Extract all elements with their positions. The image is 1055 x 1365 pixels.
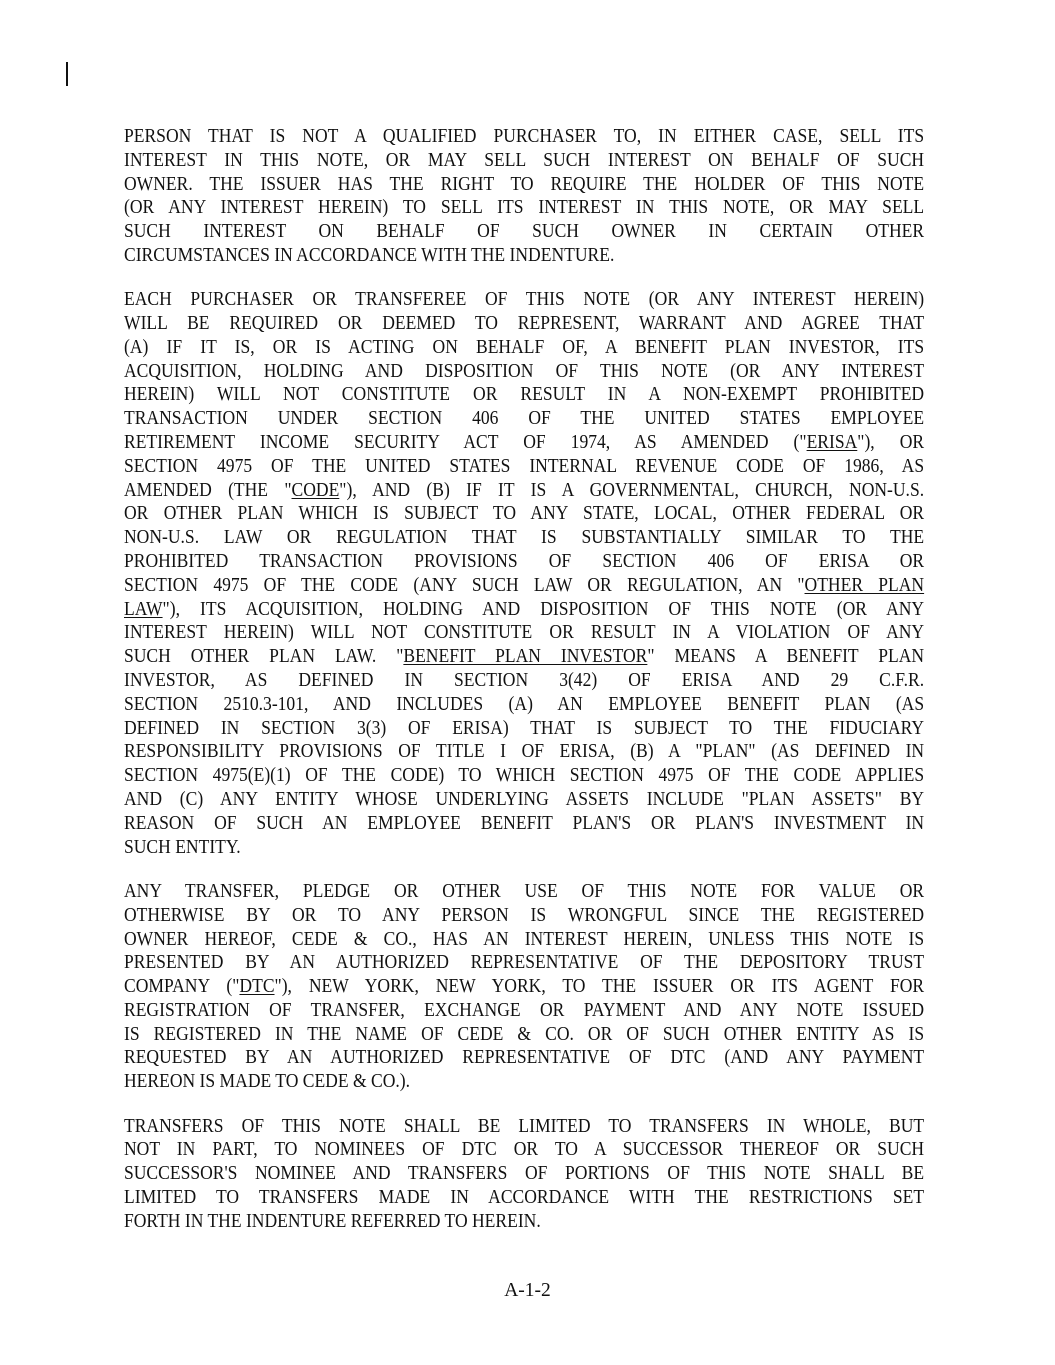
revision-change-bar xyxy=(66,62,68,86)
text-line: ANY TRANSFER, PLEDGE OR OTHER USE OF THIS NOTE FOR VALUE OR xyxy=(124,880,925,902)
text-line: AND (C) ANY ENTITY WHOSE UNDERLYING ASSETS INCLUDE "PLAN ASSETS" BY xyxy=(124,789,925,811)
text-line: HEREIN) WILL NOT CONSTITUTE OR RESULT IN A NON-EXEMPT PROHIBITED xyxy=(124,384,925,406)
text-line: CIRCUMSTANCES IN ACCORDANCE WITH THE INDENTURE. xyxy=(124,244,615,266)
text-line: EACH PURCHASER OR TRANSFEREE OF THIS NOTE (OR ANY INTEREST HEREIN) xyxy=(124,289,925,311)
text-line: PROHIBITED TRANSACTION PROVISIONS OF SECTION 406 OF ERISA OR xyxy=(124,551,925,573)
text-line: RESPONSIBILITY PROVISIONS OF TITLE I OF ERISA, (B) A "PLAN" (AS DEFINED IN xyxy=(124,741,925,763)
page-number: A-1-2 xyxy=(504,1280,551,1301)
defined-term: LAW xyxy=(124,598,163,620)
defined-term: OTHER PLAN xyxy=(804,574,925,596)
text-line: DEFINED IN SECTION 3(3) OF ERISA) THAT IS SUBJECT TO THE FIDUCIARY xyxy=(124,717,925,739)
text-line: SECTION 4975(E)(1) OF THE CODE) TO WHICH SECTION 4975 OF THE CODE APPLIES xyxy=(124,765,925,787)
text-line: INTEREST IN THIS NOTE, OR MAY SELL SUCH INTEREST ON BEHALF OF SUCH xyxy=(124,149,925,171)
text-segment: SECTION 4975 OF THE CODE (ANY SUCH LAW OR REGULATION, AN " xyxy=(124,574,805,596)
text-line xyxy=(124,574,924,598)
paragraph xyxy=(124,125,924,268)
text-line: OWNER. THE ISSUER HAS THE RIGHT TO REQUIRE THE HOLDER OF THIS NOTE xyxy=(124,173,925,195)
text-segment: "), ITS ACQUISITION, HOLDING AND DISPOSITION OF THIS NOTE (OR ANY xyxy=(162,598,925,620)
text-line: PRESENTED BY AN AUTHORIZED REPRESENTATIVE OF THE DEPOSITORY TRUST xyxy=(124,952,925,974)
defined-term: BENEFIT PLAN INVESTOR xyxy=(403,646,648,668)
text-line: NON-U.S. LAW OR REGULATION THAT IS SUBSTANTIALLY SIMILAR TO THE xyxy=(124,527,925,549)
text-line: REGISTRATION OF TRANSFER, EXCHANGE OR PAYMENT AND ANY NOTE ISSUED xyxy=(124,999,925,1021)
text-line: (OR ANY INTEREST HEREIN) TO SELL ITS INTEREST IN THIS NOTE, OR MAY SELL xyxy=(124,197,925,219)
text-segment: RETIREMENT INCOME SECURITY ACT OF 1974, AS AMENDED (" xyxy=(124,432,807,454)
text-segment: " MEANS A BENEFIT PLAN xyxy=(647,646,925,668)
text-line: OTHERWISE BY OR TO ANY PERSON IS WRONGFUL SINCE THE REGISTERED xyxy=(124,904,925,926)
document-body xyxy=(124,125,924,1254)
text-line xyxy=(124,645,924,669)
text-line: TRANSFERS OF THIS NOTE SHALL BE LIMITED TO TRANSFERS IN WHOLE, BUT xyxy=(124,1115,925,1137)
text-line: HEREON IS MADE TO CEDE & CO.). xyxy=(124,1071,411,1093)
text-line: SUCCESSOR'S NOMINEE AND TRANSFERS OF PORTIONS OF THIS NOTE SHALL BE xyxy=(124,1163,925,1185)
text-segment: COMPANY (" xyxy=(124,976,240,998)
text-line: ACQUISITION, HOLDING AND DISPOSITION OF THIS NOTE (OR ANY INTEREST xyxy=(124,360,925,382)
text-segment: AMENDED (THE " xyxy=(124,479,292,501)
text-line: SUCH ENTITY. xyxy=(124,836,241,858)
text-line: TRANSACTION UNDER SECTION 406 OF THE UNITED STATES EMPLOYEE xyxy=(124,408,925,430)
text-line: NOT IN PART, TO NOMINEES OF DTC OR TO A SUCCESSOR THEREOF OR SUCH xyxy=(124,1139,925,1161)
defined-term: CODE xyxy=(291,479,340,501)
text-line: LIMITED TO TRANSFERS MADE IN ACCORDANCE WITH THE RESTRICTIONS SET xyxy=(124,1186,925,1208)
text-line: INVESTOR, AS DEFINED IN SECTION 3(42) OF ERISA AND 29 C.F.R. xyxy=(124,670,925,692)
text-line: PERSON THAT IS NOT A QUALIFIED PURCHASER TO, IN EITHER CASE, SELL ITS xyxy=(124,126,925,147)
text-line: OR OTHER PLAN WHICH IS SUBJECT TO ANY STATE, LOCAL, OTHER FEDERAL OR xyxy=(124,503,925,525)
text-line: IS REGISTERED IN THE NAME OF CEDE & CO. OR OF SUCH OTHER ENTITY AS IS xyxy=(124,1023,925,1045)
text-line xyxy=(124,975,924,999)
paragraph xyxy=(124,880,924,1094)
text-line: WILL BE REQUIRED OR DEEMED TO REPRESENT, WARRANT AND AGREE THAT xyxy=(124,313,925,335)
text-line: INTEREST HEREIN) WILL NOT CONSTITUTE OR RESULT IN A VIOLATION OF ANY xyxy=(124,622,925,644)
text-line xyxy=(124,479,924,503)
text-segment: SUCH OTHER PLAN LAW. " xyxy=(124,646,404,668)
text-line: REQUESTED BY AN AUTHORIZED REPRESENTATIVE OF DTC (AND ANY PAYMENT xyxy=(124,1047,925,1069)
paragraph xyxy=(124,288,924,859)
text-line: FORTH IN THE INDENTURE REFERRED TO HEREIN. xyxy=(124,1210,541,1232)
text-segment: "), AND (B) IF IT IS A GOVERNMENTAL, CHURCH, NON-U.S. xyxy=(339,479,925,501)
paragraph xyxy=(124,1115,924,1234)
text-segment: "), OR xyxy=(857,432,925,454)
text-line xyxy=(124,431,924,455)
text-line: (A) IF IT IS, OR IS ACTING ON BEHALF OF, A BENEFIT PLAN INVESTOR, ITS xyxy=(124,336,925,358)
text-line: SECTION 2510.3-101, AND INCLUDES (A) AN EMPLOYEE BENEFIT PLAN (AS xyxy=(124,693,925,715)
defined-term: DTC xyxy=(239,976,275,998)
text-line: REASON OF SUCH AN EMPLOYEE BENEFIT PLAN'S OR PLAN'S INVESTMENT IN xyxy=(124,812,925,834)
text-line: SECTION 4975 OF THE UNITED STATES INTERNAL REVENUE CODE OF 1986, AS xyxy=(124,455,925,477)
text-line: SUCH INTEREST ON BEHALF OF SUCH OWNER IN CERTAIN OTHER xyxy=(124,221,925,243)
text-line xyxy=(124,598,924,622)
text-line: OWNER HEREOF, CEDE & CO., HAS AN INTEREST HEREIN, UNLESS THIS NOTE IS xyxy=(124,928,925,950)
text-segment: "), NEW YORK, NEW YORK, TO THE ISSUER OR ITS AGENT FOR xyxy=(274,976,925,998)
defined-term: ERISA xyxy=(806,432,858,454)
